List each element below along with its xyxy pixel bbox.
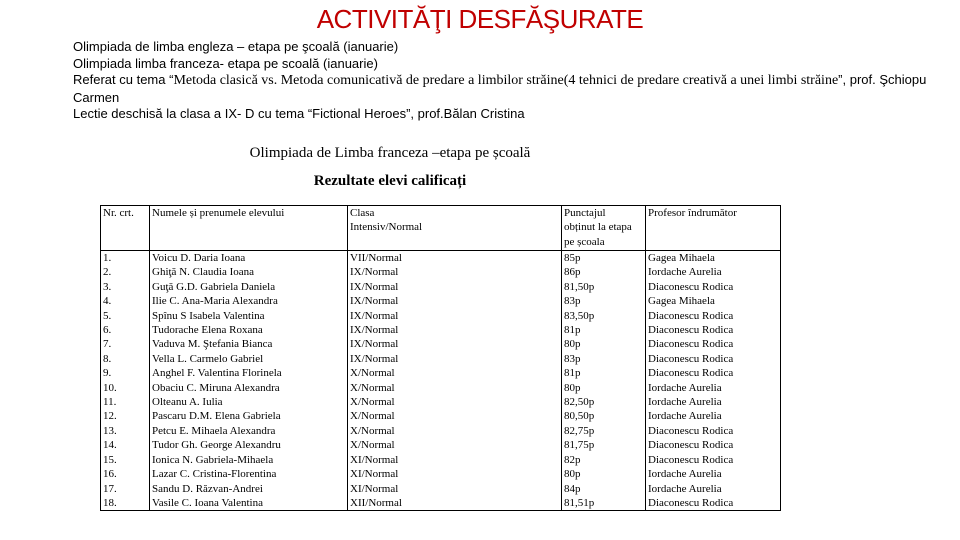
row-name: Ilie C. Ana-Maria Alexandra bbox=[152, 295, 278, 308]
header-clasa-line1: Clasa bbox=[350, 207, 375, 219]
row-name: Olteanu A. Iulia bbox=[152, 396, 223, 409]
row-clasa: IX/Normal bbox=[350, 338, 399, 351]
row-clasa: X/Normal bbox=[350, 396, 395, 409]
row-profesor: Diaconescu Rodica bbox=[648, 324, 734, 337]
row-clasa: IX/Normal bbox=[350, 280, 399, 293]
row-profesor: Iordache Aurelia bbox=[648, 468, 722, 481]
row-profesor: Diaconescu Rodica bbox=[648, 352, 734, 365]
header-punctaj-line3: pe școala bbox=[564, 235, 605, 248]
row-name: Tudorache Elena Roxana bbox=[152, 324, 263, 337]
row-nr: 10. bbox=[103, 381, 117, 394]
row-punctaj: 84p bbox=[564, 482, 581, 495]
results-table bbox=[100, 205, 781, 511]
row-punctaj: 83,50p bbox=[564, 309, 595, 322]
row-clasa: IX/Normal bbox=[350, 295, 399, 308]
profesor-column-cell bbox=[646, 251, 781, 511]
row-profesor: Diaconescu Rodica bbox=[648, 367, 734, 380]
row-punctaj: 80p bbox=[564, 338, 581, 351]
clasa-column-cell bbox=[348, 251, 562, 511]
row-name: Ghiţă N. Claudia Ioana bbox=[152, 266, 255, 279]
nr-column-cell bbox=[101, 251, 150, 511]
activities-list bbox=[73, 39, 933, 123]
row-punctaj: 81,50p bbox=[564, 280, 595, 293]
row-punctaj: 82,75p bbox=[564, 424, 595, 437]
row-nr: 3. bbox=[103, 280, 112, 293]
table-body-row bbox=[101, 251, 781, 511]
row-nr: 6. bbox=[103, 324, 112, 337]
results-subtitle: Rezultate elevi calificați bbox=[313, 173, 467, 189]
header-nr: Nr. crt. bbox=[101, 206, 150, 251]
row-punctaj: 83p bbox=[564, 295, 581, 308]
row-name: Obaciu C. Miruna Alexandra bbox=[152, 381, 280, 394]
row-punctaj: 80p bbox=[564, 468, 581, 481]
row-clasa: X/Normal bbox=[350, 381, 395, 394]
row-clasa: XII/Normal bbox=[350, 496, 402, 509]
row-nr: 11. bbox=[103, 396, 117, 409]
row-nr: 4. bbox=[103, 295, 112, 308]
row-punctaj: 86p bbox=[564, 266, 581, 279]
olimpiada-subtitle: Olimpiada de Limba franceza –etapa pe școală bbox=[249, 145, 531, 161]
row-name: Sandu D. Răzvan-Andrei bbox=[152, 482, 263, 495]
row-nr: 17. bbox=[103, 482, 117, 495]
row-profesor: Iordache Aurelia bbox=[648, 396, 722, 409]
header-name: Numele și prenumele elevului bbox=[150, 206, 348, 251]
row-name: Vella L. Carmelo Gabriel bbox=[152, 352, 264, 365]
page-title: ACTIVITĂŢI DESFĂŞURATE bbox=[316, 4, 644, 34]
row-clasa: VII/Normal bbox=[350, 252, 402, 264]
row-clasa: IX/Normal bbox=[350, 324, 399, 337]
row-clasa: XI/Normal bbox=[350, 468, 399, 481]
row-punctaj: 80,50p bbox=[564, 410, 595, 423]
row-profesor: Gagea Mihaela bbox=[648, 295, 715, 308]
activity-olimpiada-franceza: Olimpiada limba franceza- etapa pe scoală (ianuarie) bbox=[73, 55, 378, 71]
row-punctaj: 81,51p bbox=[564, 496, 595, 509]
row-name: Lazar C. Cristina-Florentina bbox=[152, 468, 277, 481]
row-profesor: Iordache Aurelia bbox=[648, 482, 722, 495]
referat-prefix: Referat cu tema “ bbox=[73, 72, 174, 87]
row-clasa: X/Normal bbox=[350, 410, 395, 423]
header-profesor: Profesor îndrumător bbox=[646, 206, 781, 251]
row-profesor: Diaconescu Rodica bbox=[648, 496, 734, 509]
row-punctaj: 82,50p bbox=[564, 396, 595, 409]
row-punctaj: 81p bbox=[564, 367, 581, 380]
row-nr: 8. bbox=[103, 352, 112, 365]
row-name: Vasile C. Ioana Valentina bbox=[152, 496, 263, 509]
row-nr: 5. bbox=[103, 309, 112, 322]
row-profesor: Diaconescu Rodica bbox=[648, 309, 734, 322]
header-punctaj bbox=[562, 206, 646, 251]
activity-lectie-deschisa: Lectie deschisă la clasa a IX- D cu tema “Fictional Heroes”, prof.Bălan Cristina bbox=[73, 106, 525, 121]
referat-suffix: ”, prof. Şchiopu Carmen bbox=[73, 72, 927, 105]
row-profesor: Diaconescu Rodica bbox=[648, 453, 734, 466]
row-nr: 2. bbox=[103, 266, 112, 279]
row-name: Pascaru D.M. Elena Gabriela bbox=[152, 410, 281, 423]
row-nr: 1. bbox=[103, 252, 112, 264]
row-profesor: Diaconescu Rodica bbox=[648, 338, 734, 351]
row-name: Guţă G.D. Gabriela Daniela bbox=[152, 280, 276, 293]
row-profesor: Iordache Aurelia bbox=[648, 410, 722, 423]
row-profesor: Diaconescu Rodica bbox=[648, 280, 734, 293]
row-nr: 9. bbox=[103, 367, 112, 380]
row-clasa: X/Normal bbox=[350, 439, 395, 452]
row-clasa: IX/Normal bbox=[350, 352, 399, 365]
row-punctaj: 80p bbox=[564, 381, 581, 394]
row-name: Spînu S Isabela Valentina bbox=[152, 309, 265, 322]
punctaj-column-cell bbox=[562, 251, 646, 511]
activity-olimpiada-engleza: Olimpiada de limba engleza – etapa pe şcoală (ianuarie) bbox=[73, 39, 399, 54]
row-clasa: XI/Normal bbox=[350, 482, 399, 495]
row-name: Anghel F. Valentina Florinela bbox=[152, 367, 282, 380]
name-column-cell bbox=[150, 251, 348, 511]
row-punctaj: 82p bbox=[564, 453, 581, 466]
row-name: Ionica N. Gabriela-Mihaela bbox=[152, 453, 274, 466]
row-profesor: Diaconescu Rodica bbox=[648, 439, 734, 452]
row-nr: 13. bbox=[103, 424, 117, 437]
row-clasa: IX/Normal bbox=[350, 309, 399, 322]
referat-topic: Metoda clasică vs. Metoda comunicativă de predare a limbilor străine(4 tehnici de predare creativă a unei limbi străine bbox=[173, 73, 839, 88]
row-punctaj: 81,75p bbox=[564, 439, 595, 452]
header-clasa-line2: Intensiv/Normal bbox=[350, 221, 423, 234]
row-name: Petcu E. Mihaela Alexandra bbox=[152, 424, 276, 437]
activity-referat bbox=[73, 72, 933, 106]
row-nr: 12. bbox=[103, 410, 117, 423]
row-profesor: Iordache Aurelia bbox=[648, 381, 722, 394]
row-clasa: X/Normal bbox=[350, 367, 395, 380]
row-clasa: IX/Normal bbox=[350, 266, 399, 279]
row-nr: 15. bbox=[103, 453, 117, 466]
row-profesor: Iordache Aurelia bbox=[648, 266, 722, 279]
row-profesor: Diaconescu Rodica bbox=[648, 424, 734, 437]
row-name: Vaduva M. Ştefania Bianca bbox=[152, 338, 273, 351]
row-nr: 16. bbox=[103, 468, 117, 481]
row-punctaj: 83p bbox=[564, 352, 581, 365]
row-punctaj: 81p bbox=[564, 324, 581, 337]
row-name: Voicu D. Daria Ioana bbox=[152, 252, 246, 264]
row-profesor: Gagea Mihaela bbox=[648, 252, 715, 264]
row-clasa: XI/Normal bbox=[350, 453, 399, 466]
row-nr: 14. bbox=[103, 439, 117, 452]
table-header-row bbox=[101, 206, 781, 251]
header-punctaj-line1: Punctajul bbox=[564, 207, 606, 219]
row-nr: 7. bbox=[103, 338, 112, 351]
row-punctaj: 85p bbox=[564, 252, 581, 264]
header-punctaj-line2: obținut la etapa bbox=[564, 221, 632, 234]
row-name: Tudor Gh. George Alexandru bbox=[152, 439, 281, 452]
header-clasa bbox=[348, 206, 562, 251]
row-nr: 18. bbox=[103, 496, 117, 509]
row-clasa: X/Normal bbox=[350, 424, 395, 437]
